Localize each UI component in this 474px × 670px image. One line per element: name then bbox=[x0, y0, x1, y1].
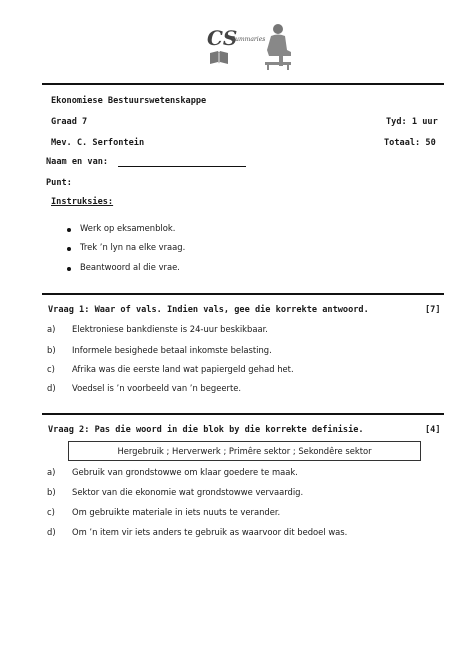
question-letter: d) bbox=[47, 527, 56, 537]
question1-item-b: Informele besighede betaal inkomste belasting. bbox=[72, 345, 272, 355]
logo-letters: CS bbox=[207, 26, 238, 50]
header-top-rule bbox=[42, 83, 444, 85]
logo-word: Summaries bbox=[231, 36, 266, 43]
instructions-heading: Instruksies: bbox=[51, 197, 114, 207]
bullet-icon bbox=[67, 247, 71, 251]
bullet-icon bbox=[67, 267, 71, 271]
question1-title: Vraag 1: Waar of vals. Indien vals, gee die korrekte antwoord. bbox=[48, 305, 369, 315]
question1-item-a: Elektroniese bankdienste is 24-uur beskikbaar. bbox=[72, 324, 268, 334]
teacher-name: Mev. C. Serfontein bbox=[51, 138, 145, 148]
question-letter: b) bbox=[47, 487, 56, 497]
question2-item-c: Om gebruikte materiale in iets nuuts te verander. bbox=[72, 507, 281, 517]
question-letter: a) bbox=[47, 324, 56, 334]
section-rule bbox=[42, 293, 444, 295]
question-letter: c) bbox=[47, 507, 55, 517]
total-marks: Totaal: 50 bbox=[384, 138, 436, 148]
question-letter: d) bbox=[47, 383, 56, 393]
grade-label: Graad 7 bbox=[51, 117, 88, 127]
question1-item-d: Voedsel is ’n voorbeeld van ’n begeerte. bbox=[72, 383, 242, 393]
question2-item-a: Gebruik van grondstowwe om klaar goedere te maak. bbox=[72, 467, 298, 477]
word-box bbox=[68, 441, 421, 461]
name-field-line[interactable] bbox=[118, 166, 246, 167]
score-field-label: Punt: bbox=[46, 178, 72, 188]
logo bbox=[205, 22, 300, 72]
time-label: Tyd: 1 uur bbox=[386, 117, 438, 127]
subject-title: Ekonomiese Bestuurswetenskappe bbox=[51, 96, 207, 106]
instruction-item: Werk op eksamenblok. bbox=[80, 223, 176, 233]
section-rule bbox=[42, 413, 444, 415]
book-icon bbox=[209, 50, 229, 66]
instruction-item: Beantwoord al die vrae. bbox=[80, 262, 180, 272]
question-letter: a) bbox=[47, 467, 56, 477]
question2-item-b: Sektor van die ekonomie wat grondstowwe vervaardig. bbox=[72, 487, 304, 497]
question2-item-d: Om ’n item vir iets anders te gebruik as waarvoor dit bedoel was. bbox=[72, 527, 348, 537]
name-field-label: Naam en van: bbox=[46, 157, 109, 167]
question2-marks: [4] bbox=[425, 425, 441, 435]
question2-title: Vraag 2: Pas die woord in die blok by die korrekte definisie. bbox=[48, 425, 364, 435]
word-box-text: Hergebruik ; Herverwerk ; Primêre sektor ; Sekondêre sektor bbox=[117, 446, 372, 456]
question1-item-c: Afrika was die eerste land wat papiergeld gehad het. bbox=[72, 364, 294, 374]
question1-marks: [7] bbox=[425, 305, 441, 315]
question-letter: b) bbox=[47, 345, 56, 355]
question-letter: c) bbox=[47, 364, 55, 374]
instruction-item: Trek ’n lyn na elke vraag. bbox=[80, 242, 186, 252]
reader-silhouette-icon bbox=[261, 22, 295, 70]
bullet-icon bbox=[67, 228, 71, 232]
